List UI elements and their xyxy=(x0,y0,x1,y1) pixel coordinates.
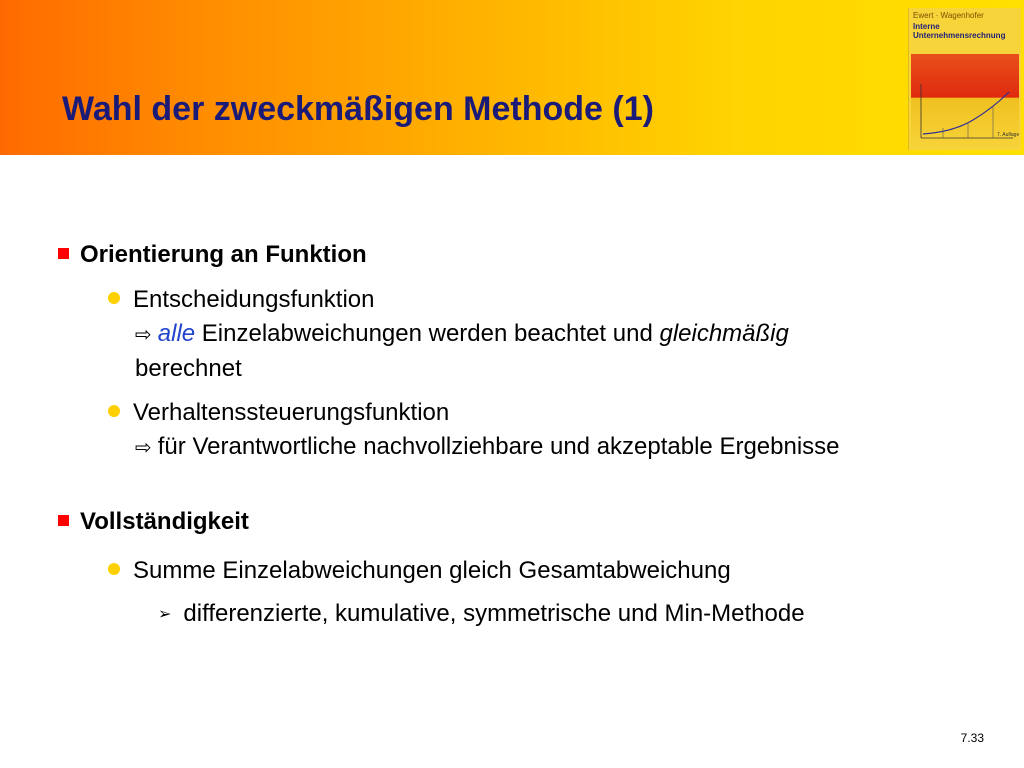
header-banner xyxy=(0,0,1024,155)
list-item-detail xyxy=(108,430,840,465)
detail-text: Einzelabweichungen werden beachtet und xyxy=(195,320,660,347)
red-square-icon xyxy=(58,248,69,259)
sub-list-item-methoden xyxy=(158,600,805,628)
red-square-icon xyxy=(58,515,69,526)
book-cover-image xyxy=(908,8,1021,150)
emphasis-alle: alle xyxy=(157,320,196,347)
list-item-label: Summe Einzelabweichungen gleich Gesamtabweichung xyxy=(133,557,731,584)
list-item-label: Entscheidungsfunktion xyxy=(133,286,375,313)
section-heading-2 xyxy=(58,508,249,536)
hollow-right-arrow-icon: ⇨ xyxy=(135,437,152,459)
page-number: 7.33 xyxy=(960,731,984,745)
book-title: Interne Unternehmensrechnung xyxy=(913,22,1006,40)
yellow-circle-icon xyxy=(108,292,120,304)
list-item-verhaltenssteuerung xyxy=(108,396,840,465)
detail-text: für Verantwortliche nachvollziehbare und akzeptable Ergebnisse xyxy=(157,433,840,460)
book-edition: 7. Auflage xyxy=(997,132,1020,138)
book-author: Ewert · Wagenhofer xyxy=(913,11,984,20)
list-item-entscheidungsfunktion xyxy=(108,283,789,386)
section-heading-text: Orientierung an Funktion xyxy=(80,241,367,268)
section-heading-1 xyxy=(58,241,367,269)
list-item-summe xyxy=(108,554,731,588)
list-item-label: Verhaltenssteuerungsfunktion xyxy=(133,399,450,426)
list-item-detail xyxy=(108,317,789,352)
section-heading-text: Vollständigkeit xyxy=(80,508,249,535)
sub-list-item-text: differenzierte, kumulative, symmetrische und Min-Methode xyxy=(183,600,805,627)
emphasis-gleichmaessig: gleichmäßig xyxy=(659,320,789,347)
slide-title: Wahl der zweckmäßigen Methode (1) xyxy=(62,90,654,128)
yellow-circle-icon xyxy=(108,563,120,575)
chevron-right-icon: ➢ xyxy=(158,606,172,623)
hollow-right-arrow-icon: ⇨ xyxy=(135,324,152,346)
detail-continuation: berechnet xyxy=(135,355,242,382)
yellow-circle-icon xyxy=(108,405,120,417)
